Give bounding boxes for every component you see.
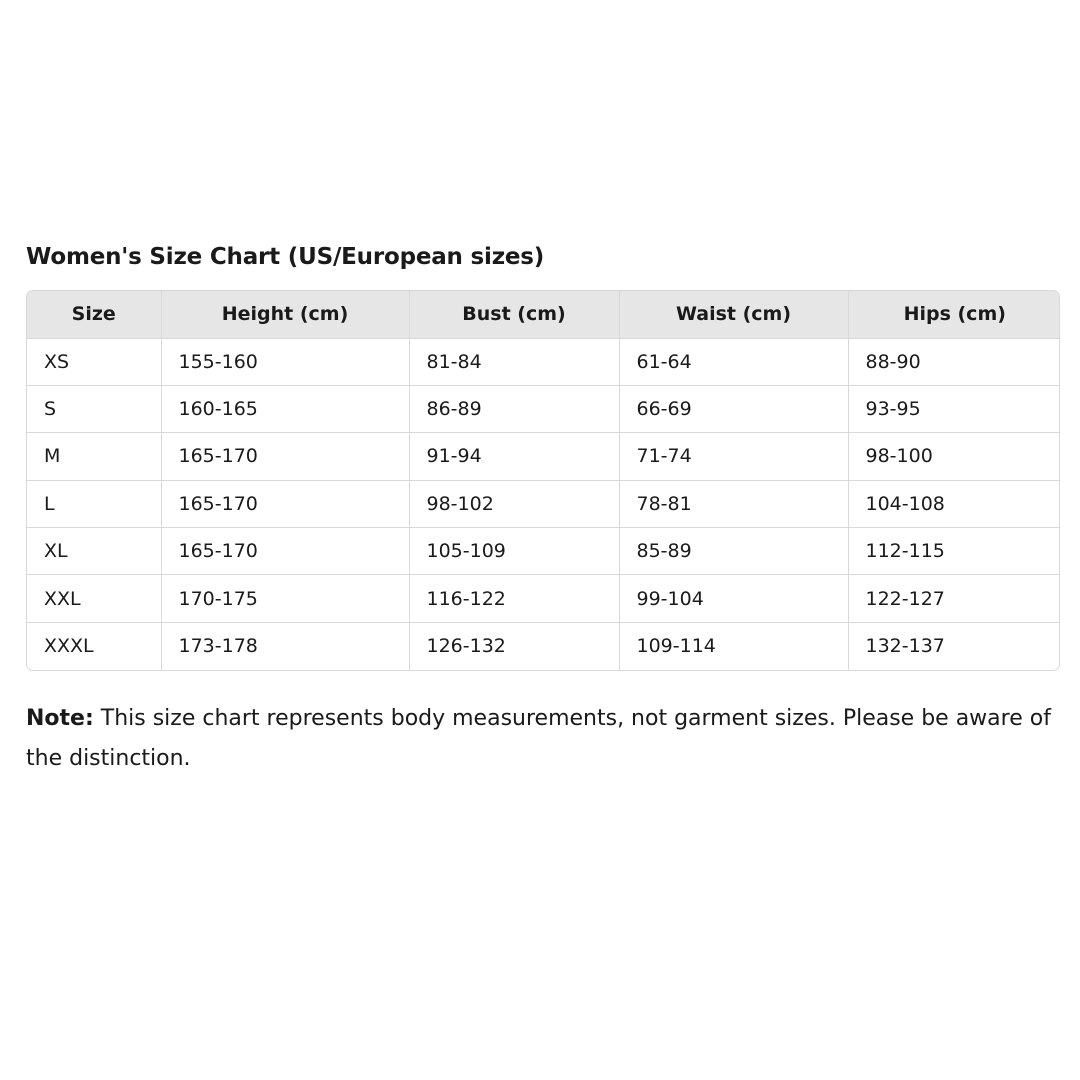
cell-hips: 112-115 <box>848 528 1060 575</box>
note-label: Note: <box>26 705 94 731</box>
cell-hips: 132-137 <box>865 635 945 658</box>
table-row <box>27 433 1060 480</box>
cell-size: XXL <box>27 575 161 622</box>
cell-waist: 109-114 <box>619 622 848 669</box>
cell-hips: 88-90 <box>848 338 1060 385</box>
table-row <box>27 575 1060 622</box>
note-paragraph <box>26 699 1060 779</box>
header-height: Height (cm) <box>161 291 409 338</box>
cell-waist: 85-89 <box>619 528 848 575</box>
cell-height: 165-170 <box>161 480 409 527</box>
cell-size: M <box>27 433 161 480</box>
cell-height: 165-170 <box>161 433 409 480</box>
table-row <box>27 338 1060 385</box>
cell-height: 165-170 <box>161 528 409 575</box>
cell-hips: 93-95 <box>848 385 1060 432</box>
cell-height: 170-175 <box>161 575 409 622</box>
note-text: This size chart represents body measurements, not garment sizes. Please be aware of the distinction. <box>26 705 1051 771</box>
cell-height: 155-160 <box>161 338 409 385</box>
size-table <box>27 291 1060 670</box>
cell-bust: 98-102 <box>409 480 619 527</box>
size-chart-section <box>26 240 1060 801</box>
table-header-row <box>27 291 1060 338</box>
table-row <box>27 528 1060 575</box>
cell-bust: 91-94 <box>409 433 619 480</box>
cell-bust: 81-84 <box>409 338 619 385</box>
table-row <box>27 622 1060 669</box>
cell-height: 173-178 <box>161 622 409 669</box>
cell-height: 160-165 <box>161 385 409 432</box>
cell-hips: 98-100 <box>848 433 1060 480</box>
cell-hips: 104-108 <box>848 480 1060 527</box>
cell-size: XL <box>27 528 161 575</box>
cell-bust: 126-132 <box>409 622 619 669</box>
cell-waist: 99-104 <box>619 575 848 622</box>
header-hips: Hips (cm) <box>848 291 1060 338</box>
cell-size: XS <box>27 338 161 385</box>
cell-waist: 61-64 <box>619 338 848 385</box>
size-table-container <box>26 290 1060 671</box>
header-bust: Bust (cm) <box>409 291 619 338</box>
chart-title: Women's Size Chart (US/European sizes) <box>26 244 545 270</box>
table-row <box>27 480 1060 527</box>
cell-size: S <box>27 385 161 432</box>
cell-waist: 71-74 <box>619 433 848 480</box>
cell-bust: 105-109 <box>409 528 619 575</box>
cell-size: L <box>27 480 161 527</box>
table-row <box>27 385 1060 432</box>
header-size: Size <box>27 291 161 338</box>
cell-bust: 116-122 <box>409 575 619 622</box>
cell-waist: 66-69 <box>619 385 848 432</box>
cell-hips: 122-127 <box>848 575 1060 622</box>
cell-bust: 86-89 <box>409 385 619 432</box>
cell-size: XXXL <box>27 622 161 669</box>
cell-waist: 78-81 <box>619 480 848 527</box>
header-waist: Waist (cm) <box>619 291 848 338</box>
